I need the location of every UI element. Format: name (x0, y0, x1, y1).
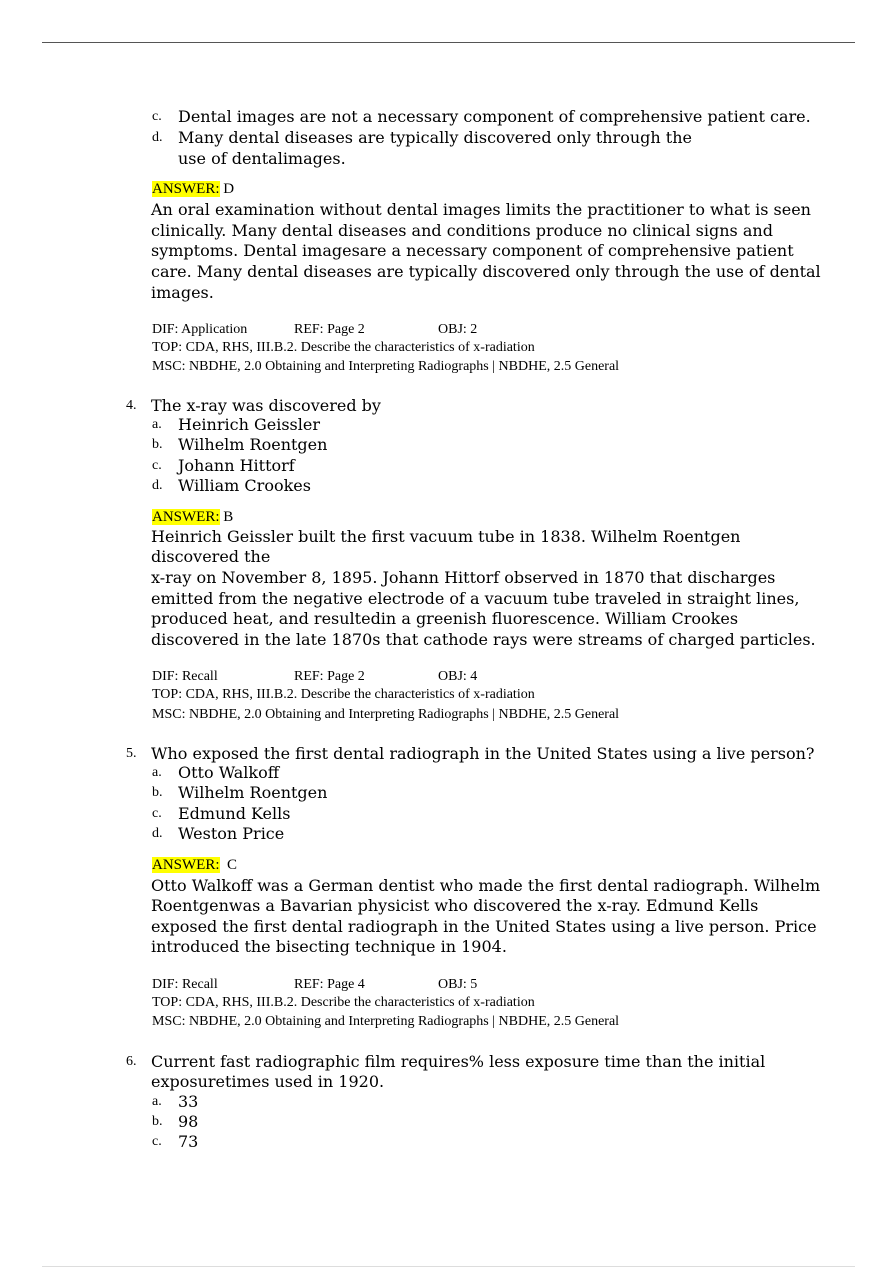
obj-field: OBJ: 4 (438, 669, 478, 684)
header-rule (42, 42, 855, 43)
dif-field: DIF: Application (152, 322, 248, 337)
msc-field: MSC: NBDHE, 2.0 Obtaining and Interpreting Radiographs | NBDHE, 2.5 General (152, 707, 620, 722)
obj-field: OBJ: 2 (438, 322, 478, 337)
answer-value: B (223, 509, 234, 525)
top-field: TOP: CDA, RHS, III.B.2. Describe the characteristics of x-radiation (152, 995, 535, 1010)
question-text: Current fast radiographic film requires% less exposure time than the initial (151, 1052, 766, 1071)
top-field: TOP: CDA, RHS, III.B.2. Describe the characteristics of x-radiation (152, 687, 535, 702)
answer-label: ANSWER: (152, 181, 220, 197)
ref-field: REF: Page 4 (294, 977, 365, 992)
obj-field: OBJ: 5 (438, 977, 478, 992)
ref-field: REF: Page 2 (294, 669, 365, 684)
dif-field: DIF: Recall (152, 977, 218, 992)
top-field: TOP: CDA, RHS, III.B.2. Describe the characteristics of x-radiation (152, 340, 535, 355)
option-text-continued: use of dentalimages. (178, 149, 346, 168)
option-letter: c. (152, 109, 162, 124)
answer-label: ANSWER: (152, 857, 220, 873)
footer-rule (42, 1266, 855, 1267)
msc-field: MSC: NBDHE, 2.0 Obtaining and Interpreting Radiographs | NBDHE, 2.5 General (152, 359, 620, 374)
option-text: Many dental diseases are typically discovered only through the (178, 128, 692, 147)
answer-label: ANSWER: (152, 509, 220, 525)
ref-field: REF: Page 2 (294, 322, 365, 337)
answer-value: C (227, 857, 238, 873)
option-text: Dental images are not a necessary component of comprehensive patient care. (178, 107, 811, 126)
dif-field: DIF: Recall (152, 669, 218, 684)
question-text-continued: exposuretimes used in 1920. (151, 1072, 385, 1091)
question-text: Who exposed the first dental radiograph in the United States using a live person? (151, 744, 815, 763)
msc-field: MSC: NBDHE, 2.0 Obtaining and Interpreting Radiographs | NBDHE, 2.5 General (152, 1014, 620, 1029)
option-letter: d. (152, 130, 163, 145)
answer-value: D (223, 181, 235, 197)
question-number: 5. (126, 746, 137, 761)
question-number: 6. (126, 1054, 137, 1069)
question-number: 4. (126, 398, 137, 413)
question-text: The x-ray was discovered by (151, 396, 381, 415)
